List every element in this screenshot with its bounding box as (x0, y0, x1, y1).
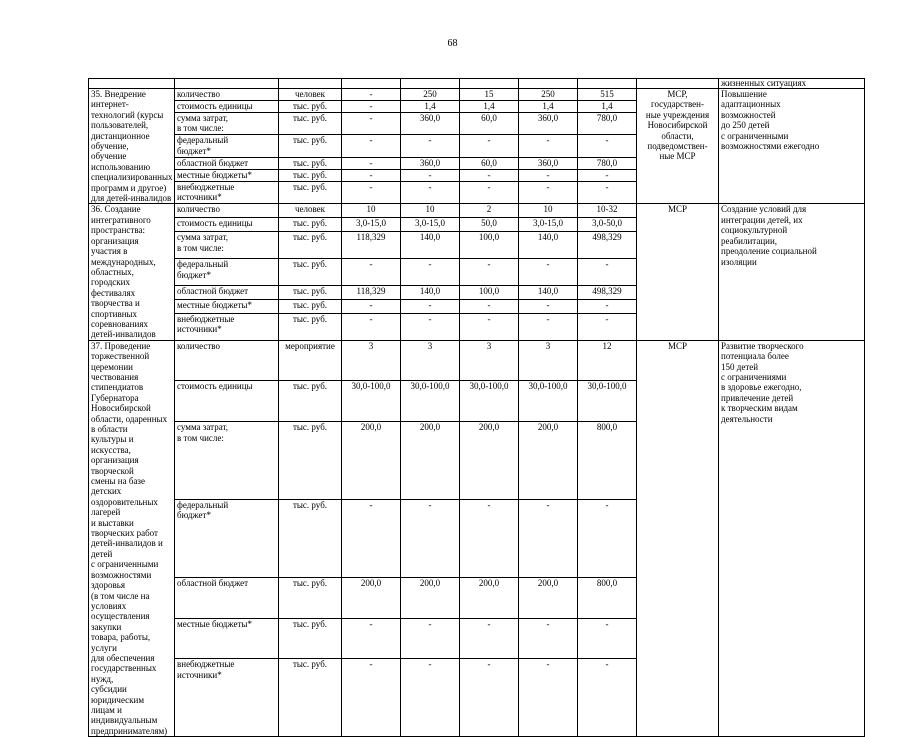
year-3-value: 2 (460, 204, 519, 218)
year-1-value: - (342, 89, 401, 101)
expected-outcome: Повышение адаптационных возможностей до 250 детей с ограниченными возможностями ежегодно (719, 89, 865, 204)
year-2-value: - (401, 618, 460, 659)
year-3-value: 200,0 (460, 577, 519, 618)
indicator-label: федеральный бюджет* (175, 135, 279, 158)
indicator-label: сумма затрат, в том числе: (175, 422, 279, 500)
indicator-label: стоимость единицы (175, 381, 279, 422)
year-2-value: 3 (401, 340, 460, 381)
total-value: 800,0 (578, 577, 637, 618)
continuation-row (89, 79, 865, 89)
indicator-label: областной бюджет (175, 577, 279, 618)
total-value: 498,329 (578, 232, 637, 259)
indicator-label: количество (175, 89, 279, 101)
indicator-label: местные бюджеты* (175, 618, 279, 659)
year-2-value: 140,0 (401, 285, 460, 299)
total-value: 515 (578, 89, 637, 101)
unit: тыс. руб. (279, 259, 342, 286)
year-1-value: 118,329 (342, 232, 401, 259)
year-3-value: 60,0 (460, 158, 519, 170)
year-3-value: - (460, 135, 519, 158)
year-4-value: - (519, 259, 578, 286)
responsible-executor: МСР (637, 340, 719, 736)
unit: тыс. руб. (279, 500, 342, 578)
unit: человек (279, 204, 342, 218)
budget-table (88, 78, 865, 737)
unit: тыс. руб. (279, 158, 342, 170)
year-4-value: - (519, 618, 578, 659)
expected-outcome: Развитие творческого потенциала более 150 детей с ограничениями в здоровье ежегодно, привлечение детей к творческим видам деятельности (719, 340, 865, 736)
year-1-value: 3,0-15,0 (342, 218, 401, 232)
activity-title: 35. Внедрение интернет- технологий (курсы пользователей, дистанционное обучение, обучение использованию специализированных программ и другое) для детей-инвалидов (89, 89, 175, 204)
total-value: 780,0 (578, 112, 637, 135)
year-1-value: 3 (342, 340, 401, 381)
cell (460, 79, 519, 89)
year-2-value: 200,0 (401, 422, 460, 500)
year-2-value: 10 (401, 204, 460, 218)
total-value: 12 (578, 340, 637, 381)
total-value: - (578, 299, 637, 313)
indicator-label: федеральный бюджет* (175, 500, 279, 578)
year-2-value: 200,0 (401, 577, 460, 618)
unit: тыс. руб. (279, 169, 342, 181)
year-1-value: - (342, 500, 401, 578)
unit: тыс. руб. (279, 381, 342, 422)
year-3-value: 60,0 (460, 112, 519, 135)
year-2-value: 30,0-100,0 (401, 381, 460, 422)
year-3-value: - (460, 181, 519, 204)
year-3-value: 30,0-100,0 (460, 381, 519, 422)
unit: тыс. руб. (279, 100, 342, 112)
cell (401, 79, 460, 89)
year-2-value: 250 (401, 89, 460, 101)
year-4-value: 10 (519, 204, 578, 218)
year-4-value: 360,0 (519, 158, 578, 170)
cell (342, 79, 401, 89)
year-3-value: - (460, 500, 519, 578)
year-2-value: - (401, 135, 460, 158)
year-3-value: - (460, 659, 519, 737)
unit: тыс. руб. (279, 218, 342, 232)
year-1-value: - (342, 313, 401, 340)
year-4-value: 200,0 (519, 422, 578, 500)
unit: тыс. руб. (279, 299, 342, 313)
responsible-executor: МСР, государствен- ные учреждения Новосибирской области, подведомствен- ные МСР (637, 89, 719, 204)
unit: человек (279, 89, 342, 101)
year-2-value: 3,0-15,0 (401, 218, 460, 232)
total-value: - (578, 259, 637, 286)
year-1-value: 30,0-100,0 (342, 381, 401, 422)
unit: тыс. руб. (279, 112, 342, 135)
cell (279, 79, 342, 89)
year-3-value: - (460, 259, 519, 286)
year-4-value: - (519, 181, 578, 204)
year-3-value: - (460, 313, 519, 340)
total-value: - (578, 313, 637, 340)
year-1-value: - (342, 100, 401, 112)
total-value: 30,0-100,0 (578, 381, 637, 422)
total-value: 3,0-50,0 (578, 218, 637, 232)
total-value: - (578, 181, 637, 204)
year-1-value: - (342, 618, 401, 659)
total-value: 498,329 (578, 285, 637, 299)
table-row (89, 89, 865, 101)
total-value: - (578, 659, 637, 737)
cell (637, 79, 719, 89)
indicator-label: областной бюджет (175, 158, 279, 170)
year-3-value: - (460, 299, 519, 313)
table-row (89, 204, 865, 218)
total-value: 1,4 (578, 100, 637, 112)
indicator-label: местные бюджеты* (175, 169, 279, 181)
year-4-value: 140,0 (519, 232, 578, 259)
year-1-value: 10 (342, 204, 401, 218)
unit: тыс. руб. (279, 135, 342, 158)
year-1-value: - (342, 259, 401, 286)
total-value: - (578, 618, 637, 659)
total-value: 10-32 (578, 204, 637, 218)
unit: тыс. руб. (279, 313, 342, 340)
indicator-label: стоимость единицы (175, 100, 279, 112)
year-3-value: 1,4 (460, 100, 519, 112)
cell (578, 79, 637, 89)
indicator-label: областной бюджет (175, 285, 279, 299)
indicator-label: количество (175, 204, 279, 218)
indicator-label: внебюджетные источники* (175, 659, 279, 737)
year-4-value: 140,0 (519, 285, 578, 299)
cell (89, 79, 175, 89)
indicator-label: федеральный бюджет* (175, 259, 279, 286)
year-3-value: 100,0 (460, 285, 519, 299)
year-4-value: 360,0 (519, 112, 578, 135)
year-3-value: - (460, 169, 519, 181)
total-value: - (578, 169, 637, 181)
year-2-value: 360,0 (401, 112, 460, 135)
year-1-value: 200,0 (342, 422, 401, 500)
unit: тыс. руб. (279, 422, 342, 500)
total-value: 800,0 (578, 422, 637, 500)
activity-title: 36. Создание интегративного пространства: организация участия в международных, областных, городских фестивалях творчества и спортивных соревнованиях детей-инвалидов (89, 204, 175, 340)
indicator-label: стоимость единицы (175, 218, 279, 232)
year-2-value: - (401, 181, 460, 204)
year-1-value: - (342, 169, 401, 181)
unit: тыс. руб. (279, 618, 342, 659)
year-4-value: 3,0-15,0 (519, 218, 578, 232)
total-value: 780,0 (578, 158, 637, 170)
year-4-value: 250 (519, 89, 578, 101)
year-3-value: - (460, 618, 519, 659)
year-4-value: - (519, 299, 578, 313)
year-2-value: - (401, 299, 460, 313)
indicator-label: внебюджетные источники* (175, 181, 279, 204)
year-4-value: - (519, 313, 578, 340)
year-4-value: - (519, 135, 578, 158)
year-2-value: - (401, 659, 460, 737)
year-1-value: 200,0 (342, 577, 401, 618)
activity-title: 37. Проведение торжественной церемонии чествования стипендиатов Губернатора Новосибирской области, одаренных в области культуры и искусства, организация творческой смены на базе детских оздоровительных лагерей и выставки творческих работ детей-инвалидов и детей с ограниченными возможностями здоровья (в том числе на условиях осуществления закупки товара, работы, услуги для обеспечения государственных нужд, субсидии юридическим лицам и индивидуальным предпринимателям) (89, 340, 175, 736)
year-1-value: - (342, 135, 401, 158)
continuation-outcome: жизненных ситуациях (719, 79, 865, 89)
year-4-value: 1,4 (519, 100, 578, 112)
year-4-value: 30,0-100,0 (519, 381, 578, 422)
unit: тыс. руб. (279, 285, 342, 299)
total-value: - (578, 500, 637, 578)
year-2-value: - (401, 169, 460, 181)
table-row (89, 340, 865, 381)
expected-outcome: Создание условий для интеграции детей, их социокультурной реабилитации, преодоление социальной изоляции (719, 204, 865, 340)
year-2-value: - (401, 313, 460, 340)
cell (519, 79, 578, 89)
year-2-value: - (401, 259, 460, 286)
year-2-value: 140,0 (401, 232, 460, 259)
total-value: - (578, 135, 637, 158)
year-1-value: - (342, 181, 401, 204)
year-3-value: 15 (460, 89, 519, 101)
unit: мероприятие (279, 340, 342, 381)
year-3-value: 3 (460, 340, 519, 381)
indicator-label: внебюджетные источники* (175, 313, 279, 340)
unit: тыс. руб. (279, 577, 342, 618)
year-4-value: - (519, 500, 578, 578)
year-3-value: 50,0 (460, 218, 519, 232)
unit: тыс. руб. (279, 232, 342, 259)
indicator-label: количество (175, 340, 279, 381)
year-1-value: - (342, 659, 401, 737)
indicator-label: сумма затрат, в том числе: (175, 112, 279, 135)
year-1-value: 118,329 (342, 285, 401, 299)
year-2-value: 360,0 (401, 158, 460, 170)
unit: тыс. руб. (279, 181, 342, 204)
year-4-value: 3 (519, 340, 578, 381)
responsible-executor: МСР (637, 204, 719, 340)
page-number: 68 (447, 38, 458, 49)
year-3-value: 100,0 (460, 232, 519, 259)
year-4-value: 200,0 (519, 577, 578, 618)
year-4-value: - (519, 659, 578, 737)
year-4-value: - (519, 169, 578, 181)
indicator-label: сумма затрат, в том числе: (175, 232, 279, 259)
cell (175, 79, 279, 89)
year-1-value: - (342, 112, 401, 135)
year-1-value: - (342, 299, 401, 313)
year-2-value: 1,4 (401, 100, 460, 112)
indicator-label: местные бюджеты* (175, 299, 279, 313)
year-2-value: - (401, 500, 460, 578)
year-3-value: 200,0 (460, 422, 519, 500)
unit: тыс. руб. (279, 659, 342, 737)
year-1-value: - (342, 158, 401, 170)
